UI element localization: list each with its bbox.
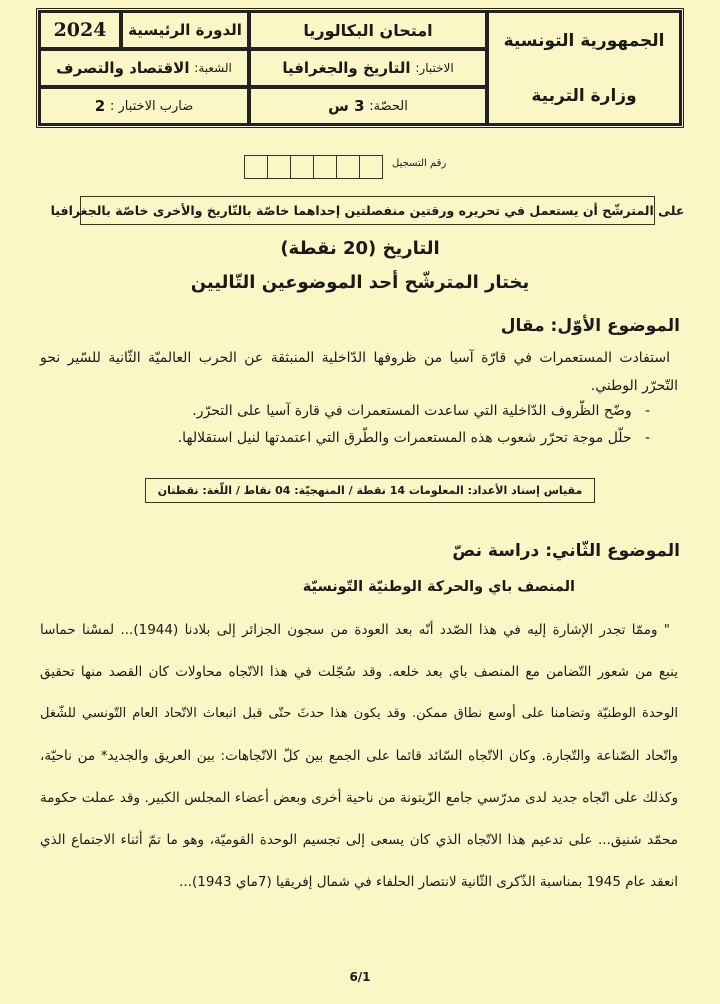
topic1-bullet: - حلّل موجة تحرّر شعوب هذه المستعمرات والطّرق التي اعتمدتها لنيل استقلالها. (177, 430, 650, 446)
topic1-heading: الموضوع الأوّل: مقال (500, 316, 680, 336)
subject-value: التاريخ والجغرافيا (282, 59, 411, 77)
duration-label: الحصّة: (369, 98, 408, 114)
text-line: الوحدة الوطنيّة وتضامنا على أوسع نطاق ممكن. وقد يكون هذا حدثَ حتّى قبل انبعاث الاتّحاد العام التّونسي للشّغل (40, 706, 678, 721)
section-label: الشعبة: (194, 61, 232, 75)
ministry: وزارة التربية (531, 85, 637, 106)
text-line: محمّد شنيق... على تدعيم هذا الاتّجاه الذي كان يسعى إلى تجسيم الوحدة القوميّة، وهو ما تمّ أثناء الاجتماع الذي (40, 832, 678, 848)
exam-header-table (36, 8, 684, 128)
coef-value: 2 (94, 97, 106, 115)
text-line: ينبع من شعور التّضامن مع المنصف باي بعد خلعه. وقد سُجّلت في هذا الاتّجاه محاولات كان القصد منها تحقيق (40, 664, 678, 680)
duration-cell (249, 87, 487, 125)
subject-label: الاختبار: (415, 61, 454, 75)
text-title: المنصف باي والحركة الوطنيّة التّونسيّة (302, 579, 575, 595)
exam-name: امتحان البكالوريا (303, 20, 433, 40)
session: الدورة الرئيسية (128, 21, 242, 39)
text-line: " وممّا تجدر الإشارة إليه في هذا الصّدد أنّه بعد العودة من سجون الجزائر إلى بلادنا (1944)... لمسْنا حماسا (40, 622, 670, 638)
year: 2024 (53, 19, 107, 41)
topic1-bullet: - وضّح الظّروف الدّاخلية التي ساعدت المستعمرات في قارة آسيا على التحرّر. (192, 403, 650, 419)
duration-value: 3 س (328, 97, 365, 115)
year-cell (39, 11, 121, 49)
coefficient-cell (39, 87, 249, 125)
subject-cell (249, 49, 487, 87)
country: الجمهورية التونسية (503, 30, 665, 51)
topic2-heading: الموضوع الثّاني: دراسة نصّ (452, 541, 680, 561)
choose-instruction: يختار المترشّح أحد الموضوعين التّاليين (190, 272, 530, 293)
exam-cell (249, 11, 487, 49)
instruction-box: على المترشّح أن يستعمل في تحريره ورقتين منفصلتين إحداهما خاصّة بالتّاريخ والأخرى خاصّة بالجغرافيا (80, 196, 655, 225)
bullet-text: حلّل موجة تحرّر شعوب هذه المستعمرات والطّرق التي اعتمدتها لنيل استقلالها. (177, 430, 632, 446)
registration-number-boxes[interactable] (245, 155, 383, 179)
text-line: انعقد عام 1945 بمناسبة الذّكرى الثّانية لانتصار الحلفاء في شمال إفريقيا (7ماي 1943)... (179, 874, 678, 890)
section-cell (39, 49, 249, 87)
text-line: واتّحاد الصّناعة والتّجارة. وكان الاتّجاه السّائد قائما على الجمع بين كلّ الاتّجاهات: بين العريق والجديد* من ناحيّة، (40, 748, 678, 764)
session-cell (121, 11, 249, 49)
grading-box: مقياس إسناد الأعداد: المعلومات 14 نقطة / المنهجيّة: 04 نقاط / اللّغة: نقطتان (145, 478, 595, 503)
bullet-text: وضّح الظّروف الدّاخلية التي ساعدت المستعمرات في قارة آسيا على التحرّر. (192, 403, 632, 419)
coef-label: ضارب الاختبار : (109, 98, 194, 114)
text-line: وكذلك على اتّجاه جديد لدى مدرّسي جامع الزّيتونة من ناحية أخرى وبعض أعضاء المجلس الكبير. وقد عملت حكومة (40, 790, 678, 806)
country-ministry-cell (487, 11, 681, 125)
topic1-line: استفادت المستعمرات في قارّة آسيا من ظروفها الدّاخلية المنبثقة عن الحرب العالميّة الثّانية للسّير نحو (40, 350, 670, 366)
topic1-line: التّحرّر الوطني. (590, 378, 678, 394)
registration-label: رقم التسجيل (392, 158, 447, 169)
history-title: التاريخ (20 نقطة) (280, 238, 440, 259)
section-value: الاقتصاد والتصرف (56, 59, 190, 77)
page-number: 6/1 (349, 970, 371, 984)
